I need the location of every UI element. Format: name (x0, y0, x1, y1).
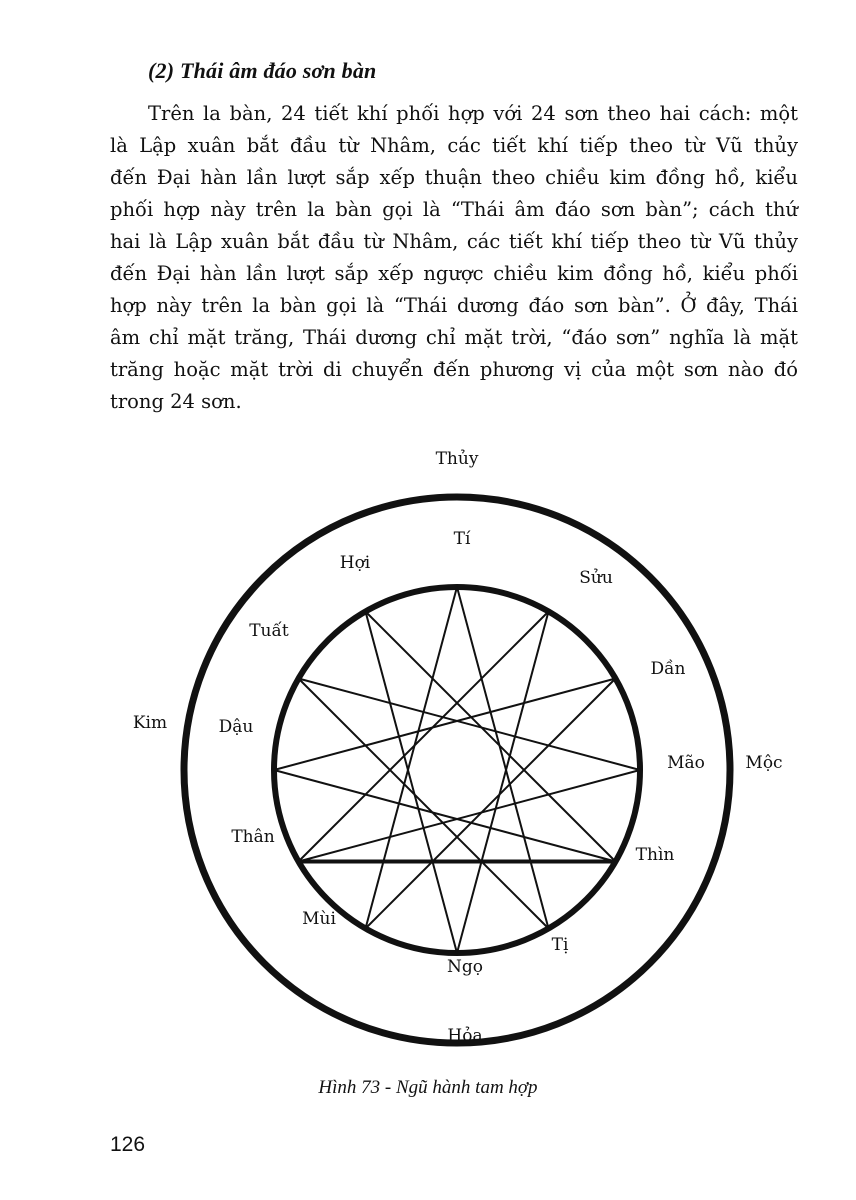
branch-label-dau: Dậu (218, 717, 254, 737)
star-chord-6 (366, 612, 458, 954)
branch-label-suu: Sửu (579, 568, 613, 588)
paragraph-line: trong 24 sơn. (110, 390, 242, 413)
star-chord-3 (299, 770, 641, 862)
paragraph-line: trăng hoặc mặt trời di chuyển đến phương vị của một sơn nào đó (110, 358, 798, 381)
paragraph-line: âm chỉ mặt trăng, Thái dương chỉ mặt trời, “đáo sơn” nghĩa là mặt (110, 326, 798, 349)
figure-caption: Hình 73 - Ngũ hành tam hợp (318, 1077, 538, 1098)
branch-label-ti: Tí (453, 529, 471, 549)
element-label-thuy: Thủy (435, 449, 479, 469)
branch-label-dan: Dần (650, 659, 686, 679)
branch-label-than: Thân (231, 827, 275, 847)
star-chord-5 (299, 679, 549, 929)
tam-hop-diagram (0, 420, 856, 1060)
star-chord-10 (299, 679, 641, 771)
branch-label-mui: Mùi (302, 909, 336, 929)
body-paragraph (110, 98, 798, 418)
star-chord-1 (457, 612, 549, 954)
paragraph-line: đến Đại hàn lần lượt sắp xếp thuận theo chiều kim đồng hồ, kiểu (110, 166, 798, 189)
star-chord-2 (366, 679, 616, 929)
paragraph-line: là Lập xuân bắt đầu từ Nhâm, các tiết khí tiếp theo từ Vũ thủy (110, 134, 798, 157)
star-chord-7 (366, 587, 458, 929)
paragraph-line: hợp này trên la bàn gọi là “Thái dương đáo sơn bàn”. Ở đây, Thái (110, 294, 798, 317)
element-label-hoa: Hỏa (447, 1026, 483, 1046)
branch-label-ti-snake: Tị (551, 935, 569, 955)
branch-label-ngo: Ngọ (447, 957, 483, 977)
page-number: 126 (110, 1133, 146, 1156)
star-chord-8 (299, 612, 549, 862)
star-chord-4 (274, 770, 616, 862)
paragraph-line: Trên la bàn, 24 tiết khí phối hợp với 24 sơn theo hai cách: một (148, 102, 798, 125)
element-label-kim: Kim (132, 713, 168, 733)
section-heading: (2) Thái âm đáo sơn bàn (148, 58, 377, 83)
element-label-moc: Mộc (745, 753, 783, 773)
branch-label-hoi: Hợi (339, 553, 371, 573)
star-chord-0 (457, 587, 549, 929)
branch-label-mao: Mão (667, 753, 705, 773)
paragraph-line: phối hợp này trên la bàn gọi là “Thái âm đáo sơn bàn”; cách thứ (110, 198, 798, 221)
star-chord-11 (366, 612, 616, 862)
paragraph-line: đến Đại hàn lần lượt sắp xếp ngược chiều kim đồng hồ, kiểu phối (110, 262, 798, 285)
branch-label-tuat: Tuất (249, 621, 289, 641)
inner-ring (274, 587, 640, 953)
branch-label-thin: Thìn (635, 845, 675, 865)
paragraph-line: hai là Lập xuân bắt đầu từ Nhâm, các tiết khí tiếp theo từ Vũ thủy (110, 230, 798, 253)
star-chord-9 (274, 679, 616, 771)
